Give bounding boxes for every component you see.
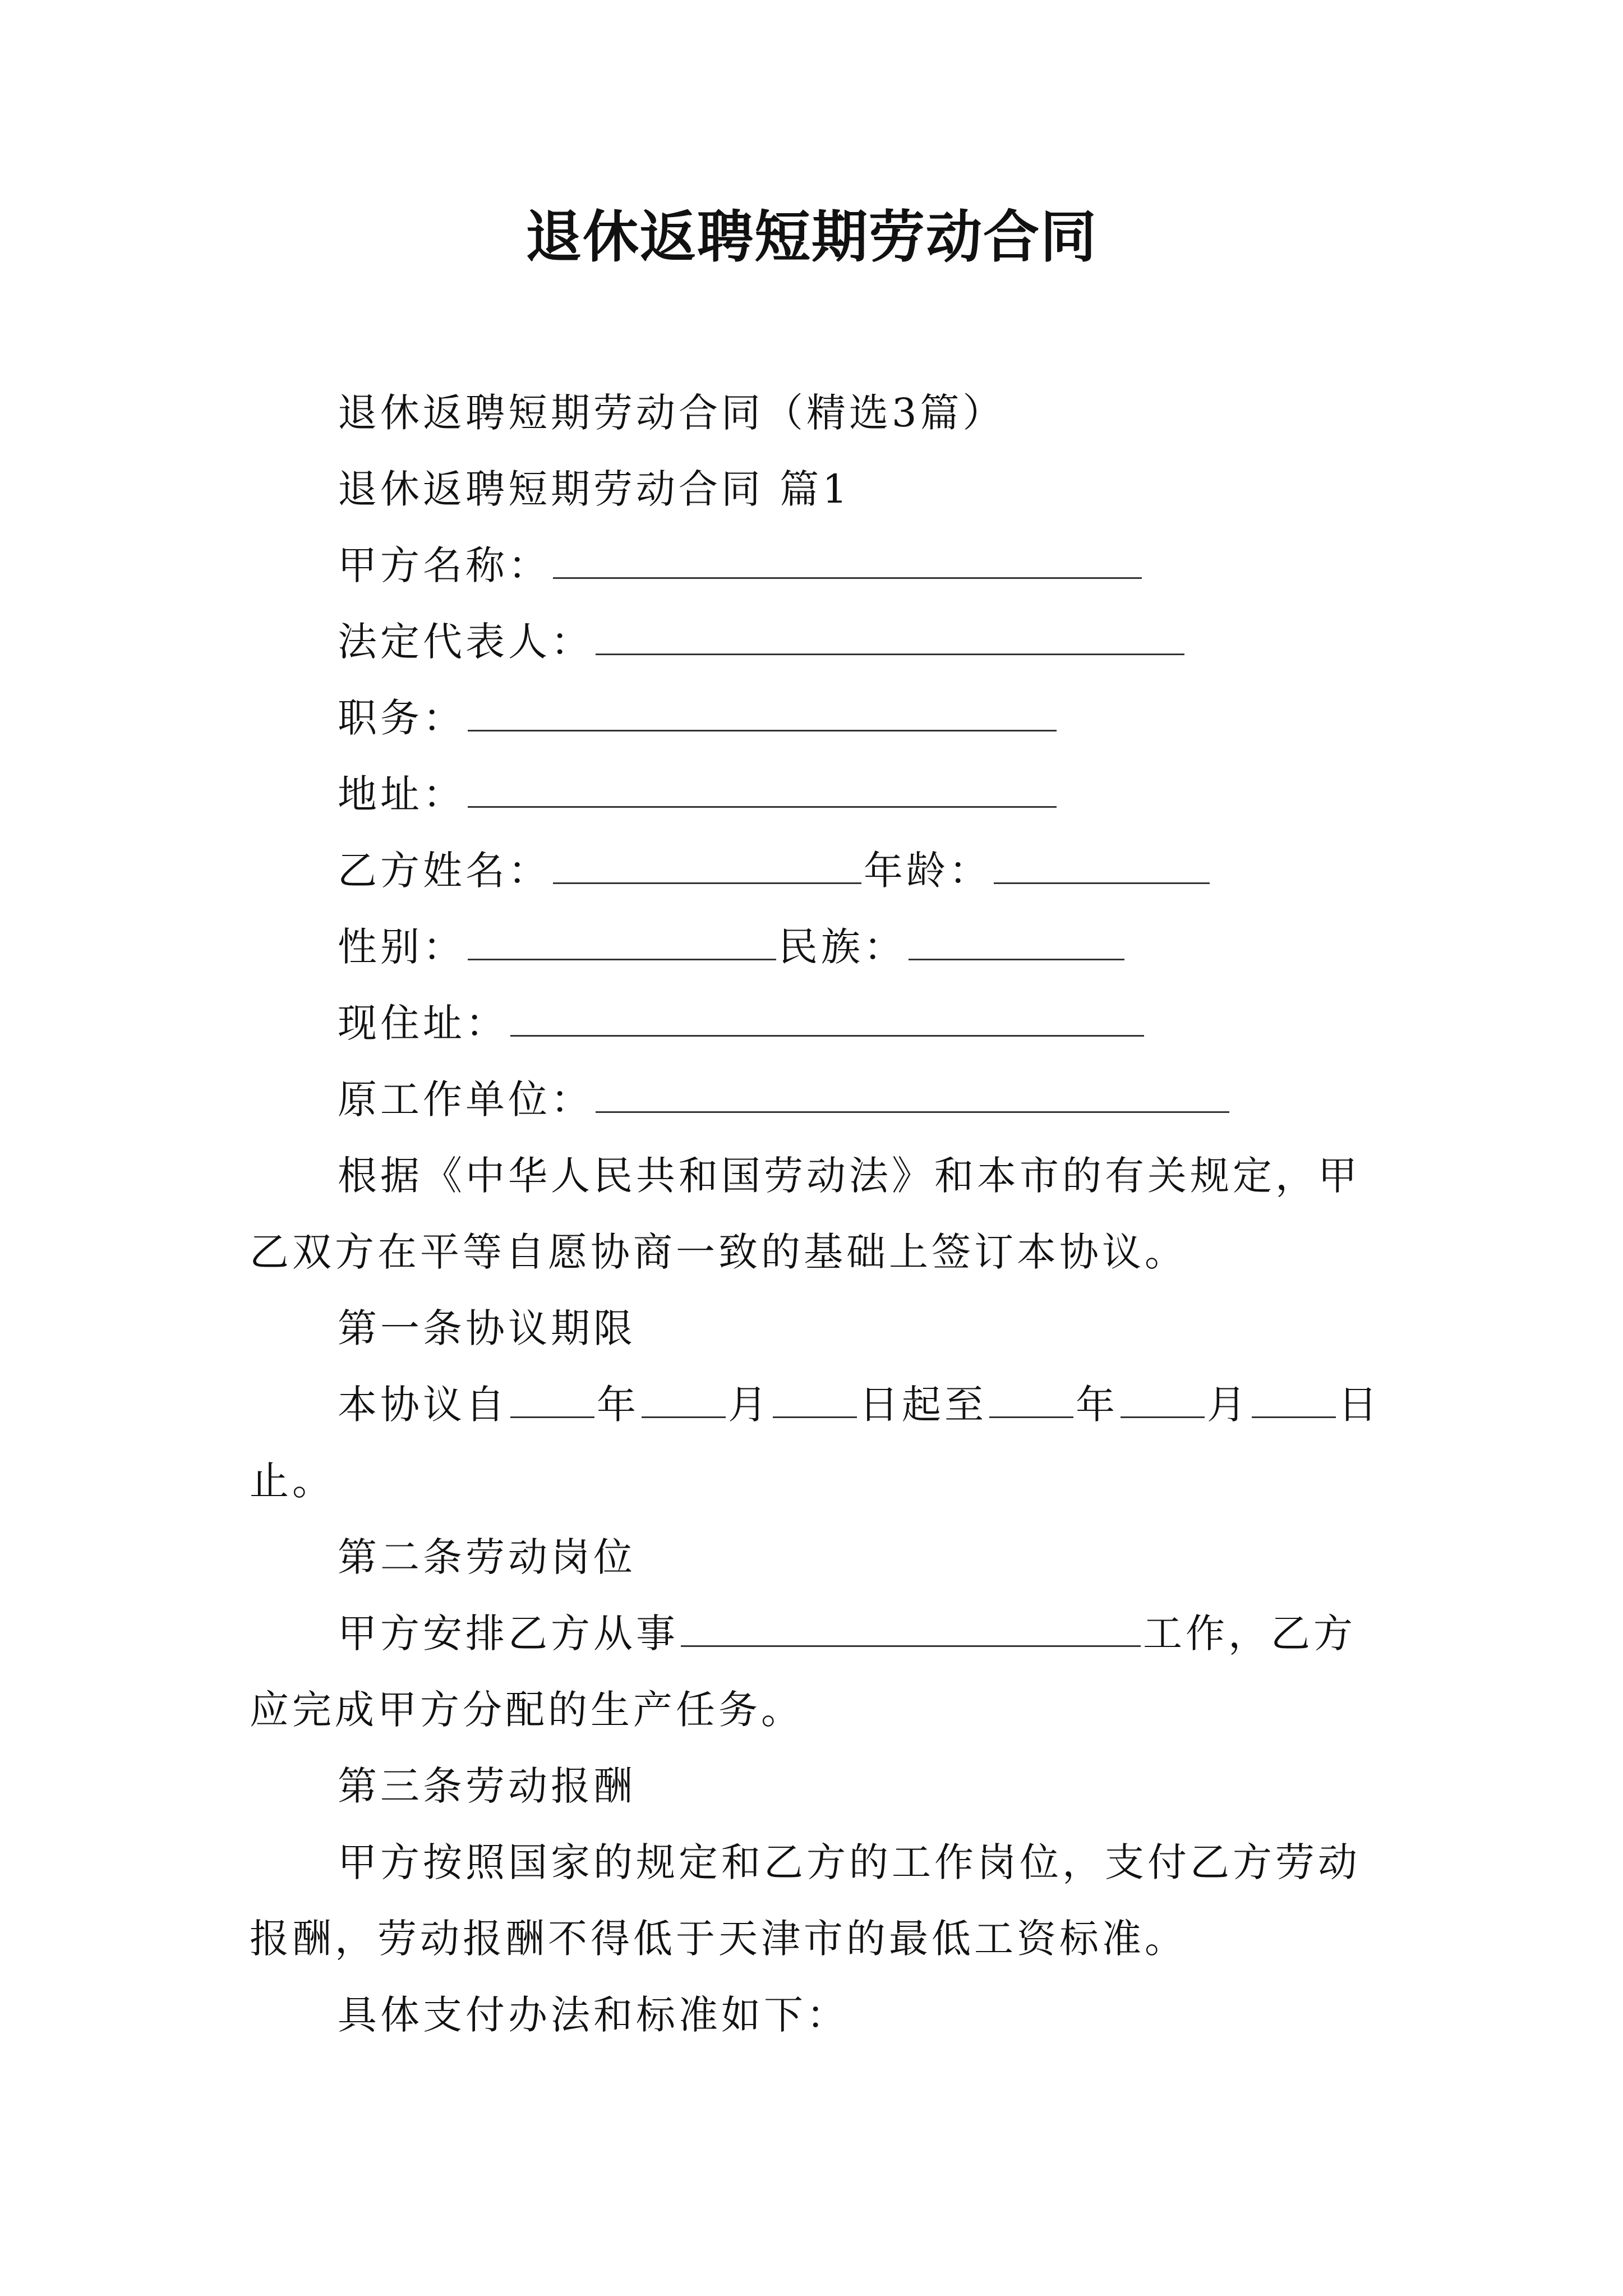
term-day-end-label: 日: [1338, 1382, 1381, 1428]
start-day-blank[interactable]: [773, 1382, 857, 1418]
gender-row: [338, 920, 1127, 974]
pay-line-1: 甲方按照国家的规定和乙方的工作岗位，支付乙方劳动: [338, 1839, 1361, 1885]
term-month-label: 月: [728, 1382, 771, 1428]
article-2-heading: 第二条劳动岗位: [338, 1534, 636, 1580]
term-row: [338, 1378, 1381, 1432]
term-year2-label: 年: [1076, 1382, 1118, 1428]
address-blank[interactable]: [468, 771, 1057, 808]
start-year-blank[interactable]: [510, 1382, 594, 1418]
legal-rep-row: [338, 615, 1187, 669]
legal-rep-blank[interactable]: [596, 619, 1184, 655]
term-line-2: 止。: [250, 1458, 335, 1504]
end-day-blank[interactable]: [1252, 1382, 1336, 1418]
position-row: [338, 691, 1059, 745]
legal-rep-label: 法定代表人：: [338, 619, 593, 665]
end-year-blank[interactable]: [989, 1382, 1073, 1418]
gender-blank[interactable]: [468, 924, 776, 960]
term-day-from-label: 日起至: [859, 1382, 987, 1428]
intro-line-1: 根据《中华人民共和国劳动法》和本市的有关规定，甲: [338, 1153, 1361, 1199]
article-3-heading: 第三条劳动报酬: [338, 1763, 636, 1809]
party-b-name-label: 乙方姓名：: [338, 848, 551, 894]
start-month-blank[interactable]: [642, 1382, 726, 1418]
current-address-label: 现住址：: [338, 1000, 508, 1046]
job-description-blank[interactable]: [681, 1611, 1141, 1647]
former-employer-blank[interactable]: [596, 1076, 1229, 1113]
pay-line-2: 报酬，劳动报酬不得低于天津市的最低工资标准。: [250, 1916, 1187, 1962]
ethnicity-label: 民族：: [778, 924, 906, 970]
address-row: [338, 767, 1059, 821]
address-label: 地址：: [338, 771, 465, 817]
job-suffix: 工作，乙方: [1143, 1611, 1356, 1657]
term-month2-label: 月: [1207, 1382, 1249, 1428]
gender-label: 性别：: [338, 924, 465, 970]
job-prefix: 甲方安排乙方从事: [338, 1611, 679, 1657]
party-a-name-label: 甲方名称：: [338, 542, 551, 588]
document-title: 退休返聘短期劳动合同: [525, 204, 1098, 270]
term-prefix: 本协议自: [338, 1382, 508, 1428]
end-month-blank[interactable]: [1121, 1382, 1205, 1418]
job-row: [338, 1607, 1356, 1660]
subtitle: 退休返聘短期劳动合同（精选3篇）: [338, 390, 1006, 436]
section-heading: 退休返聘短期劳动合同 篇1: [338, 466, 851, 512]
term-year-label: 年: [597, 1382, 639, 1428]
party-b-name-blank[interactable]: [553, 848, 861, 884]
intro-line-2: 乙双方在平等自愿协商一致的基础上签订本协议。: [250, 1229, 1187, 1275]
age-label: 年龄：: [864, 848, 992, 894]
party-a-name-row: [338, 539, 1144, 592]
age-blank[interactable]: [994, 848, 1210, 884]
former-employer-row: [338, 1073, 1232, 1126]
position-blank[interactable]: [468, 695, 1057, 731]
ethnicity-blank[interactable]: [909, 924, 1124, 960]
pay-method: 具体支付办法和标准如下：: [338, 1992, 849, 2038]
article-1-heading: 第一条协议期限: [338, 1305, 636, 1351]
current-address-blank[interactable]: [510, 1000, 1144, 1037]
current-address-row: [338, 996, 1146, 1050]
party-a-name-blank[interactable]: [553, 542, 1142, 579]
job-line-2: 应完成甲方分配的生产任务。: [250, 1687, 804, 1733]
party-b-row: [338, 844, 1212, 898]
former-employer-label: 原工作单位：: [338, 1076, 593, 1122]
position-label: 职务：: [338, 695, 465, 741]
